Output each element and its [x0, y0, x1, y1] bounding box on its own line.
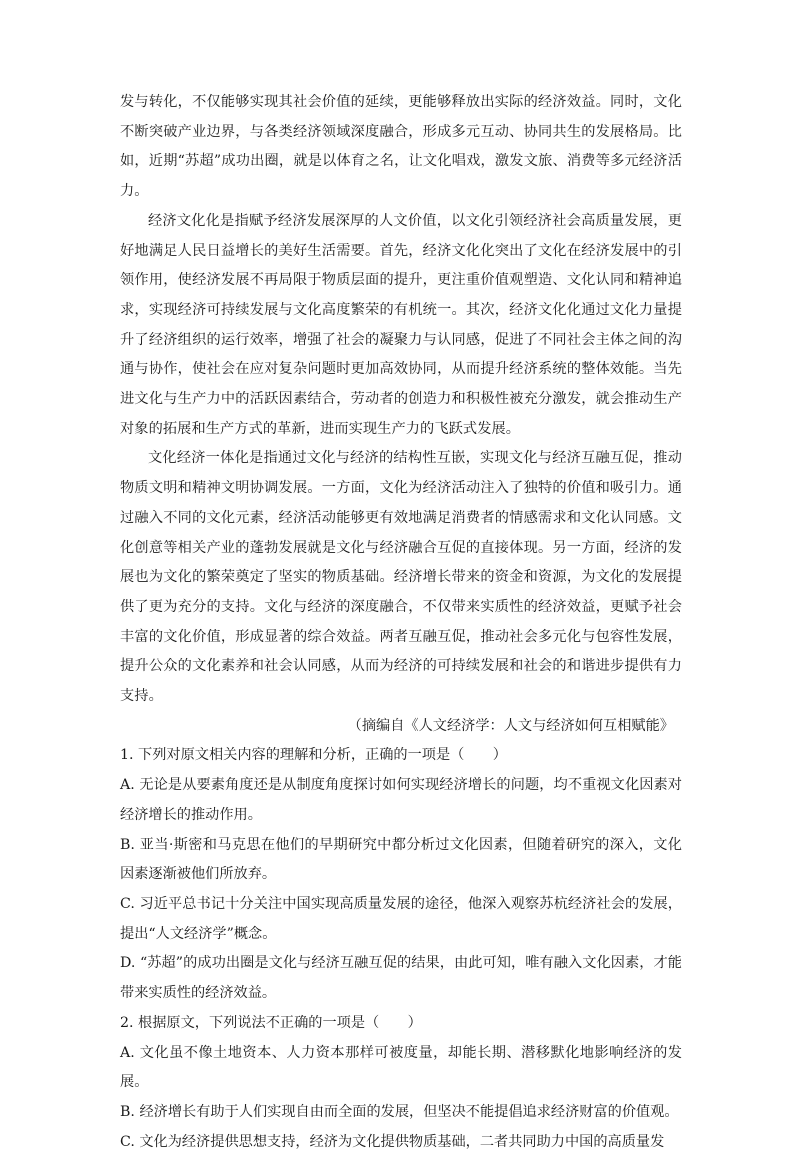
question-option-a: A. 文化虽不像土地资本、人力资本那样可被度量，却能长期、潜移默化地影响经济的发展。: [120, 1044, 682, 1091]
article-source: （摘编自《人文经济学：人文与经济如何互相赋能》: [347, 717, 674, 734]
article-paragraph-2: 经济文化化是指赋予经济发展深厚的人文价值，以文化引领经济社会高质量发展，更好地满足人民日益增长的美好生活需要。首先，经济文化化突出了文化在经济发展中的引领作用，使经济发展不再局限于物质层面的提升，更注重价值观塑造、文化认同和精神追求，实现经济可持续发展与文化高度繁荣的有机统一。其次，经济文化化通过文化力量提升了经济组织的运行效率，增强了社会的凝聚力与认同感，促进了不同社会主体之间的沟通与协作，使社会在应对复杂问题时更加高效协同，从而提升经济系统的整体效能。当先进文化与生产力中的活跃因素结合，劳动者的创造力和积极性被充分激发，就会推动生产对象的拓展和生产方式的革新，进而实现生产力的飞跃式发展。: [120, 212, 682, 437]
article-paragraph-1: 发与转化，不仅能够实现其社会价值的延续，更能够释放出实际的经济效益。同时，文化不断突破产业边界，与各类经济领域深度融合，形成多元互动、协同共生的发展格局。比如，近期“苏超”成功出圈，就是以体育之名，让文化唱戏，激发文旅、消费等多元经济活力。: [120, 94, 682, 200]
question-stem: 1. 下列对原文相关内容的理解和分析，正确的一项是（ ）: [120, 747, 507, 764]
question-option-c: C. 习近平总书记十分关注中国实现高质量发展的途径，他深入观察苏杭经济社会的发展，提出“人文经济学”概念。: [120, 895, 682, 942]
question-stem: 2. 根据原文，下列说法不正确的一项是（ ）: [120, 1014, 422, 1031]
question-option-c: C. 文化为经济提供思想支持，经济为文化提供物质基础，二者共同助力中国的高质量发: [120, 1133, 665, 1150]
question-option-a: A. 无论是从要素角度还是从制度角度探讨如何实现经济增长的问题，均不重视文化因素对经济增长的推动作用。: [120, 777, 682, 823]
question-option-b: B. 亚当·斯密和马克思在他们的早期研究中都分析过文化因素，但随着研究的深入，文化因素逐渐被他们所放弃。: [120, 836, 682, 883]
question-option-b: B. 经济增长有助于人们实现自由而全面的发展，但坚决不能提倡追求经济财富的价值观。: [120, 1103, 679, 1120]
question-2: [120, 1009, 682, 1157]
question-1: [120, 741, 682, 1008]
article-paragraph-3: 文化经济一体化是指通过文化与经济的结构性互嵌，实现文化与经济互融互促，推动物质文明和精神文明协调发展。一方面，文化为经济活动注入了独特的价值和吸引力。通过融入不同的文化元素，经济活动能够更有效地满足消费者的情感需求和文化认同感。文化创意等相关产业的蓬勃发展就是文化与经济融合互促的直接体现。另一方面，经济的发展也为文化的繁荣奠定了坚实的物质基础。经济增长带来的资金和资源，为文化的发展提供了更为充分的支持。文化与经济的深度融合，不仅带来实质性的经济效益，更赋予社会丰富的文化价值，形成显著的综合效益。两者互融互促，推动社会多元化与包容性发展，提升公众的文化素养和社会认同感，从而为经济的可持续发展和社会的和谐进步提供有力支持。: [120, 450, 682, 705]
document-page: [120, 88, 682, 1157]
question-option-d: D. “苏超”的成功出圈是文化与经济互融互促的结果，由此可知，唯有融入文化因素，才能带来实质性的经济效益。: [120, 955, 682, 1002]
